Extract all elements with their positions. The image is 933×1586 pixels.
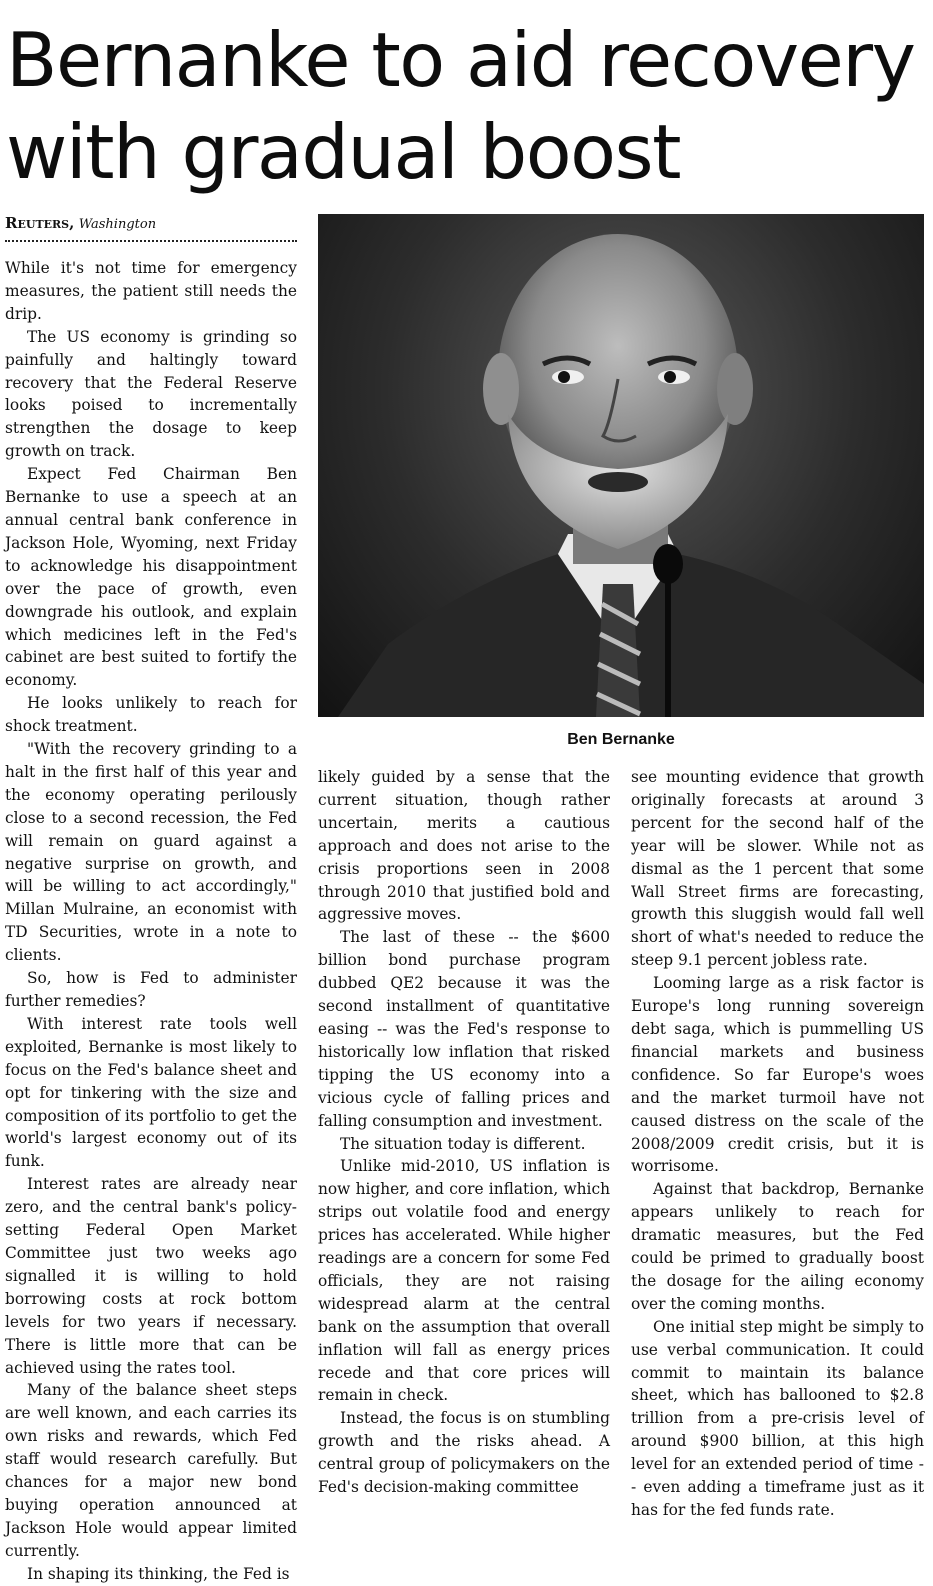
paragraph: One initial step might be simply to use verbal communication. It could commit to maintain its balance sheet, which has ballooned to $2.8 trillion from a pre-crisis level of around $900 billion, at this high level for an extended period of time -- even adding a timeframe just as it has for the fed funds rate. xyxy=(631,1317,924,1519)
paragraph: Looming large as a risk factor is Europe's long running sovereign debt saga, which is pummelling US financial markets and business confidence. So far Europe's woes and the market turmoil have not caused distress on the scale of the 2008/2009 credit crisis, but it is worrisome. xyxy=(631,974,924,1176)
paragraph: With interest rate tools well exploited, Bernanke is most likely to focus on the Fed's balance sheet and opt for tinkering with the size and composition of its portfolio to get the world's largest economy out of its funk. xyxy=(5,1014,297,1171)
paragraph: Many of the balance sheet steps are well known, and each carries its own risks and rewards, which Fed staff would research carefully. But chances for a major new bond buying operation announced at Jackson Hole would appear limited currently. xyxy=(5,1381,297,1560)
paragraph: The last of these -- the $600 billion bond purchase program dubbed QE2 because it was the second installment of quantitative easing -- was the Fed's response to historically low inflation that risked tipping the US economy into a vicious cycle of falling prices and falling consumption and investment. xyxy=(318,928,610,1130)
paragraph: So, how is Fed to administer further remedies? xyxy=(5,969,297,1010)
headline-line-2: with gradual boost xyxy=(6,108,681,196)
paragraph: Against that backdrop, Bernanke appears unlikely to reach for dramatic measures, but the Fed could be primed to gradually boost the dosage for the ailing economy over the coming months. xyxy=(631,1180,924,1313)
byline-divider xyxy=(5,240,297,242)
article-column-2 xyxy=(318,766,610,1499)
paragraph: The situation today is different. xyxy=(340,1134,586,1153)
paragraph: In shaping its thinking, the Fed is xyxy=(27,1564,290,1583)
byline-agency: Reuters, xyxy=(5,214,75,232)
paragraph: Instead, the focus is on stumbling growth and the risks ahead. A central group of policymakers on the Fed's decision-making committee xyxy=(318,1409,610,1497)
article-column-1 xyxy=(5,257,297,1586)
photo-ben-bernanke xyxy=(318,214,924,717)
byline-city: Washington xyxy=(78,217,157,232)
headline xyxy=(6,14,931,198)
headline-line-1: Bernanke to aid recovery xyxy=(6,16,915,104)
paragraph: The US economy is grinding so painfully and haltingly toward recovery that the Federal Reserve looks poised to incrementally strengthen the dosage to keep growth on track. xyxy=(5,327,297,461)
paragraph: He looks unlikely to reach for shock treatment. xyxy=(5,694,297,736)
paragraph: likely guided by a sense that the current situation, though rather uncertain, merits a cautious approach and does not arise to the crisis proportions seen in 2008 through 2010 that justified bold and aggressive moves. xyxy=(318,768,610,924)
byline xyxy=(5,214,297,234)
paragraph: Expect Fed Chairman Ben Bernanke to use a speech at an annual central bank conference in Jackson Hole, Wyoming, next Friday to acknowledge his disappointment over the pace of growth, even downgrade his outlook, and explain which medicines left in the Fed's cabinet are best suited to fortify the economy. xyxy=(5,465,297,690)
paragraph: While it's not time for emergency measures, the patient still needs the drip. xyxy=(5,259,297,323)
paragraph: see mounting evidence that growth originally forecasts at around 3 percent for the second half of the year will be slower. While not as dismal as the 1 percent that some Wall Street firms are forecasting, growth this sluggish would fall well short of what's needed to reduce the steep 9.1 percent jobless rate. xyxy=(631,768,924,970)
article-column-3 xyxy=(631,766,924,1522)
paragraph: "With the recovery grinding to a halt in the first half of this year and the economy operating perilously close to a second recession, the Fed will remain on guard against a negative surprise on growth, and will be willing to act accordingly," Millan Mulraine, an economist with TD Securities, wrote in a note to clients. xyxy=(5,740,297,965)
photo-caption: Ben Bernanke xyxy=(567,731,675,748)
portrait-illustration xyxy=(318,214,924,717)
paragraph: Unlike mid-2010, US inflation is now higher, and core inflation, which strips out volatile food and energy prices has accelerated. While higher readings are a concern for some Fed officials, they are not raising widespread alarm at the central bank on the assumption that overall inflation will fall as energy prices recede and that core prices will remain in check. xyxy=(318,1157,610,1405)
paragraph: Interest rates are already near zero, and the central bank's policy-setting Federal Open Market Committee just two weeks ago signalled it is willing to hold borrowing costs at rock bottom levels for two years if necessary. There is little more that can be achieved using the rates tool. xyxy=(5,1175,297,1377)
